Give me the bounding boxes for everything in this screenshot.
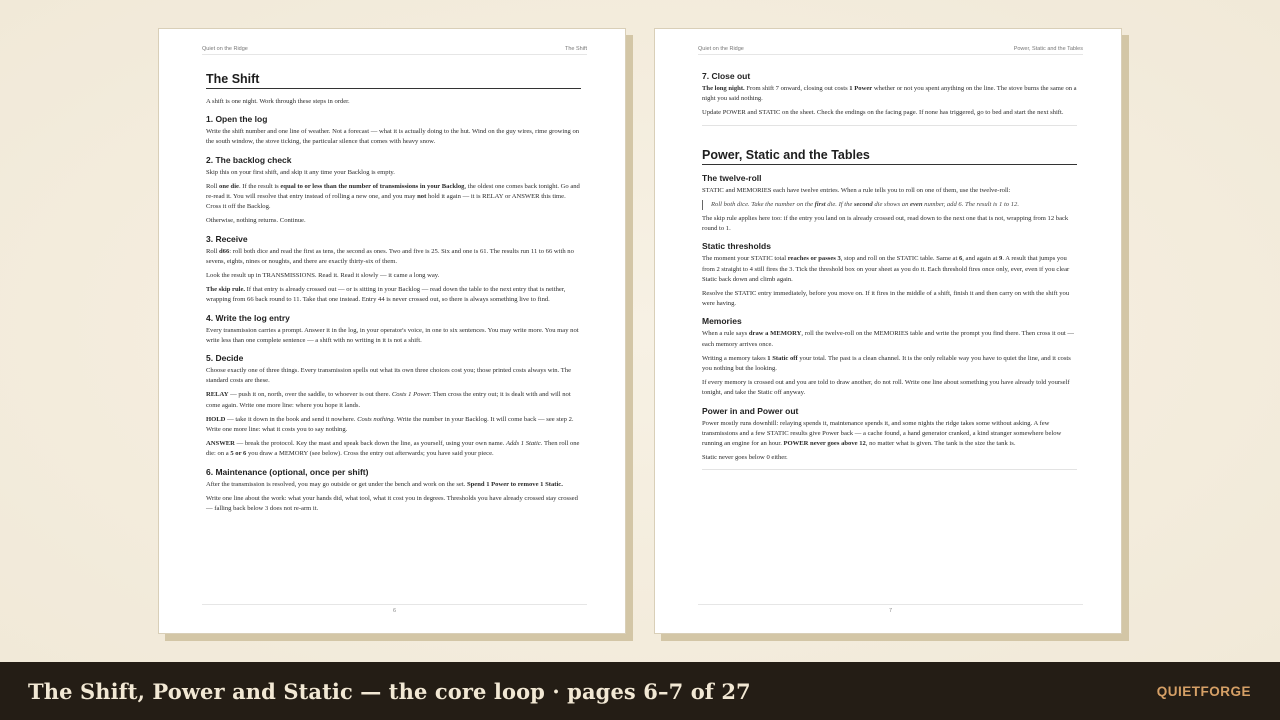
- running-head-book-title: Quiet on the Ridge: [202, 46, 248, 52]
- section-heading-write-log: 4. Write the log entry: [206, 312, 290, 323]
- caption-title: The Shift, Power and Static — the core loop · pages 6–7 of 27: [28, 678, 751, 704]
- paragraph: Skip this on your first shift, and skip it any time your Backlog is empty.: [206, 168, 395, 176]
- paragraph: The skip rule applies here too: if the entry you land on is already crossed out, read down to the next one that is not, wrapping from 12 back round to 1.: [702, 215, 1069, 233]
- paragraph: Writing a memory takes 1 Static off your total. The past is a clean channel. It is the only reliable way you have to quiet the line, and it costs you nothing but the looking.: [702, 354, 1071, 373]
- section-divider: [702, 125, 1077, 126]
- running-head: [698, 46, 1083, 55]
- page-right: [654, 28, 1122, 634]
- paragraph: Write one line about the work: what your hands did, what tool, what it cost you in degrees. Thresholds you have already crossed stay crossed — falling back below 3 does not re-arm it.: [206, 494, 578, 513]
- paragraph: Choose exactly one of three things. Every transmission spells out what its own three choices cost you; those printed costs always win. The standard costs are these.: [206, 367, 572, 385]
- paragraph: STATIC and MEMORIES each have twelve entries. When a rule tells you to roll on one of them, use the twelve-roll:: [702, 186, 1011, 194]
- section-heading-memories: Memories: [702, 316, 742, 327]
- paragraph: Every transmission carries a prompt. Answer it in the log, in your operator's voice, in one to six sentences. You may write more. You may not write less than one complete sentence — a shift with no writing in it is not a shift.: [206, 326, 579, 344]
- section-heading-maintenance: 6. Maintenance (optional, once per shift): [206, 466, 369, 477]
- section-heading-receive: 3. Receive: [206, 233, 248, 244]
- paragraph-answer: ANSWER — break the protocol. Key the mast and speak back down the line, as yourself, using your own name. Adds 1 Static. Then roll one die: on a 5 or 6 you draw a MEMORY (see below). Cross the entry out afterwards; you have said your piece.: [206, 440, 580, 458]
- page-left: [158, 28, 626, 634]
- paragraph: Roll d66: roll both dice and read the first as tens, the second as ones. Two and five is 25. Six and one is 61. The results run 11 to 66 with no sevens, eights, nines or noughts, and there are exactly thirty-six of them.: [206, 247, 574, 265]
- paragraph: Power mostly runs downhill: relaying spends it, maintenance spends it, and some nights the ridge takes some without asking. A few transmissions and a few STATIC results give Power back — a cache found, a hand generator cranked, a kind stranger somewhere below running an engine for an hour. POWER never goes above 12, no matter what is given. The tank is the size the tank is.: [702, 419, 1062, 448]
- paragraph: Update POWER and STATIC on the sheet. Check the endings on the facing page. If none has triggered, go to bed and start the next shift.: [702, 109, 1064, 117]
- section-heading-open-log: 1. Open the log: [206, 114, 268, 125]
- caption-bar: [0, 662, 1280, 720]
- running-head-chapter: Power, Static and the Tables: [1013, 46, 1083, 52]
- paragraph: Static never goes below 0 either.: [702, 454, 788, 462]
- paragraph: Otherwise, nothing returns. Continue.: [206, 217, 306, 225]
- paragraph: Look the result up in TRANSMISSIONS. Read it. Read it slowly — it came a long way.: [206, 272, 440, 280]
- paragraph: After the transmission is resolved, you may go outside or get under the bench and work on the set. Spend 1 Power to remove 1 Static.: [206, 480, 563, 488]
- running-head: [202, 46, 587, 55]
- paragraph: Roll one die. If the result is equal to or less than the number of transmissions in your Backlog, the oldest one comes back tonight. Go and re-read it. You will resolve that entry instead of rolling a new one, and you may not hold it again — it is RELAY or ANSWER this time. Cross it off the Backlog.: [206, 182, 580, 211]
- section-heading-close-out: 7. Close out: [702, 71, 751, 81]
- chapter-title: The Shift: [206, 72, 581, 89]
- section-heading-static-thresholds: Static thresholds: [702, 241, 771, 252]
- paragraph: Write the shift number and one line of weather. Not a forecast — what it is actually doing to the hut. Wind on the guy wires, rime growing on the south window, the stove ticking, the particular silence that comes with heavy snow.: [206, 128, 580, 146]
- running-head-chapter: The Shift: [564, 46, 587, 52]
- paragraph: If every memory is crossed out and you are told to draw another, do not roll. Write one line about something you have already told yourself tonight, and take the Static off anyway.: [702, 379, 1070, 397]
- paragraph: The skip rule. If that entry is already crossed out — or is sitting in your Backlog — read down the table to the next entry that is neither, wrapping from 66 back round to 11. Take that one instead. Entry 44 is never crossed out, so there is always something live to find.: [206, 286, 566, 304]
- section-heading-decide: 5. Decide: [206, 353, 244, 364]
- paragraph: The moment your STATIC total reaches or passes 3, stop and roll on the STATIC table. Same at 6, and again at 9. A result that jumps you from 2 straight to 4 still fires the 3. Tick the threshold box on your sheet as you do it. Each threshold fires once only, ever, even if you clear Static back down and climb again.: [702, 255, 1070, 283]
- section-heading-backlog: 2. The backlog check: [206, 154, 292, 165]
- section-divider: [702, 469, 1077, 470]
- chapter-title: Power, Static and the Tables: [702, 148, 1077, 165]
- rule-callout: Roll both dice. Take the number on the first die. If the second die shows an even number, add 6. The result is 1 to 12.: [702, 200, 1077, 210]
- paragraph: The long night. From shift 7 onward, closing out costs 1 Power whether or not you spent anything on the line. The stove burns the same on a night you said nothing.: [702, 85, 1077, 103]
- section-heading-power: Power in and Power out: [702, 405, 799, 416]
- brand-logo: QUIETFORGE: [1156, 683, 1251, 699]
- page-number: 7: [698, 604, 1083, 614]
- section-heading-twelve-roll: The twelve-roll: [702, 172, 762, 183]
- intro-paragraph: A shift is one night. Work through these steps in order.: [206, 98, 350, 105]
- paragraph-relay: RELAY — push it on, north, over the saddle, to whoever is out there. Costs 1 Power. Then cross the entry out; it is dealt with and will not come again. Write one more line: where you hope it lands.: [206, 391, 571, 409]
- page-body: [206, 72, 581, 518]
- page-number: 6: [202, 604, 587, 614]
- paragraph-hold: HOLD — take it down in the book and send it nowhere. Costs nothing. Write the number in your Backlog. It will come back — see step 2. Write one more line: what it costs you to say nothing.: [206, 415, 574, 434]
- page-body: [702, 71, 1077, 476]
- paragraph: Resolve the STATIC entry immediately, before you move on. If it fires in the middle of a shift, finish it and then carry on with the shift you were having.: [702, 290, 1070, 308]
- running-head-book-title: Quiet on the Ridge: [698, 46, 744, 52]
- paragraph: When a rule says draw a MEMORY, roll the twelve-roll on the MEMORIES table and write the prompt you find there. Then cross it out — each memory arrives once.: [702, 330, 1074, 348]
